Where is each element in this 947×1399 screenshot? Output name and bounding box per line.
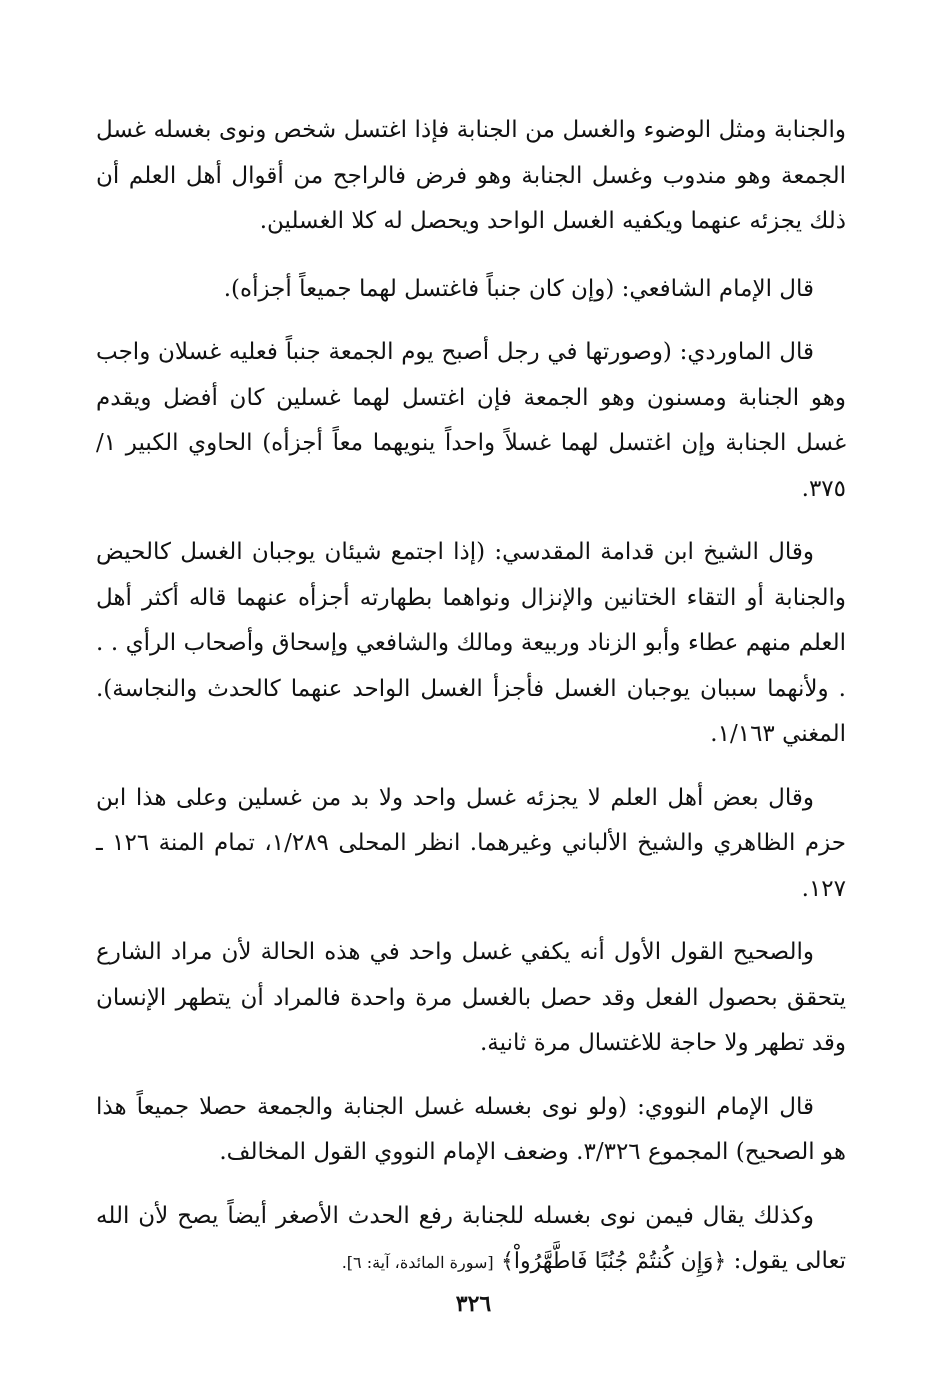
paragraph-shafii-quote: قال الإمام الشافعي: (وإن كان جنباً فاغتسل لهما جميعاً أجزأه). (223, 275, 814, 302)
paragraph-mawardi-quote: قال الماوردي: (وصورتها في رجل أصبح يوم الجمعة جنباً فعليه غسلان واجب وهو الجنابة ومسنون وهو الجمعة فإن اغتسل لهما غسلين كان أفضل ويقدم غسل الجنابة وإن اغتسل لهما غسلاً واحداً ينويهما معاً أجزأه) الحاوي الكبير ١/ ٣٧٥. (96, 339, 846, 502)
paragraph-intro: والجنابة ومثل الوضوء والغسل من الجنابة فإذا اغتسل شخص ونوى بغسله غسل الجمعة وهو مندوب وغسل الجنابة وهو فرض فالراجح من أقوال أهل العلم أن ذلك يجزئه عنهما ويكفيه الغسل الواحد ويحصل له كلا الغسلين. (96, 117, 846, 234)
body-text (96, 108, 846, 1304)
quran-verse: ﴿وَإِن كُنتُمْ جُنُبًا فَاطَّهَّرُواْ﴾ (500, 1249, 727, 1274)
paragraph-preferred-view: والصحيح القول الأول أنه يكفي غسل واحد في هذه الحالة لأن مراد الشارع يتحقق بحصول الفعل وقد حصل بالغسل مرة واحدة فالمراد أن يتطهر الإنسان وقد تطهر ولا حاجة للاغتسال مرة ثانية. (96, 939, 846, 1056)
paragraph-closing (96, 1194, 846, 1286)
paragraph-opposing-view: وقال بعض أهل العلم لا يجزئه غسل واحد ولا بد من غسلين وعلى هذا ابن حزم الظاهري والشيخ الألباني وغيرهما. انظر المحلى ١/٢٨٩، تمام المنة ١٢٦ ـ ١٢٧. (96, 784, 846, 902)
page-number: ٣٢٦ (455, 1291, 492, 1317)
surah-reference: [سورة المائدة، آية: ٦]. (341, 1253, 494, 1272)
paragraph-nawawi-quote: قال الإمام النووي: (ولو نوى بغسله غسل الجنابة والجمعة حصلا جميعاً هذا هو الصحيح) المجموع ٣/٣٢٦. وضعف الإمام النووي القول المخالف. (96, 1093, 846, 1165)
closing-text: وكذلك يقال فيمن نوى بغسله للجنابة رفع الحدث الأصغر أيضاً يصح لأن الله تعالى يقول: (96, 1202, 846, 1274)
paragraph-ibn-qudama-quote: وقال الشيخ ابن قدامة المقدسي: (إذا اجتمع شيئان يوجبان الغسل كالحيض والجنابة أو التقاء الختانين والإنزال ونواهما بطهارته أجزأه عنهما قاله أكثر أهل العلم منهم عطاء وأبو الزناد وربيعة ومالك والشافعي وإسحاق وأصحاب الرأي . . . ولأنهما سببان يوجبان الغسل فأجزأ الغسل الواحد عنهما كالحدث والنجاسة). المغني ١/١٦٣. (96, 539, 846, 747)
